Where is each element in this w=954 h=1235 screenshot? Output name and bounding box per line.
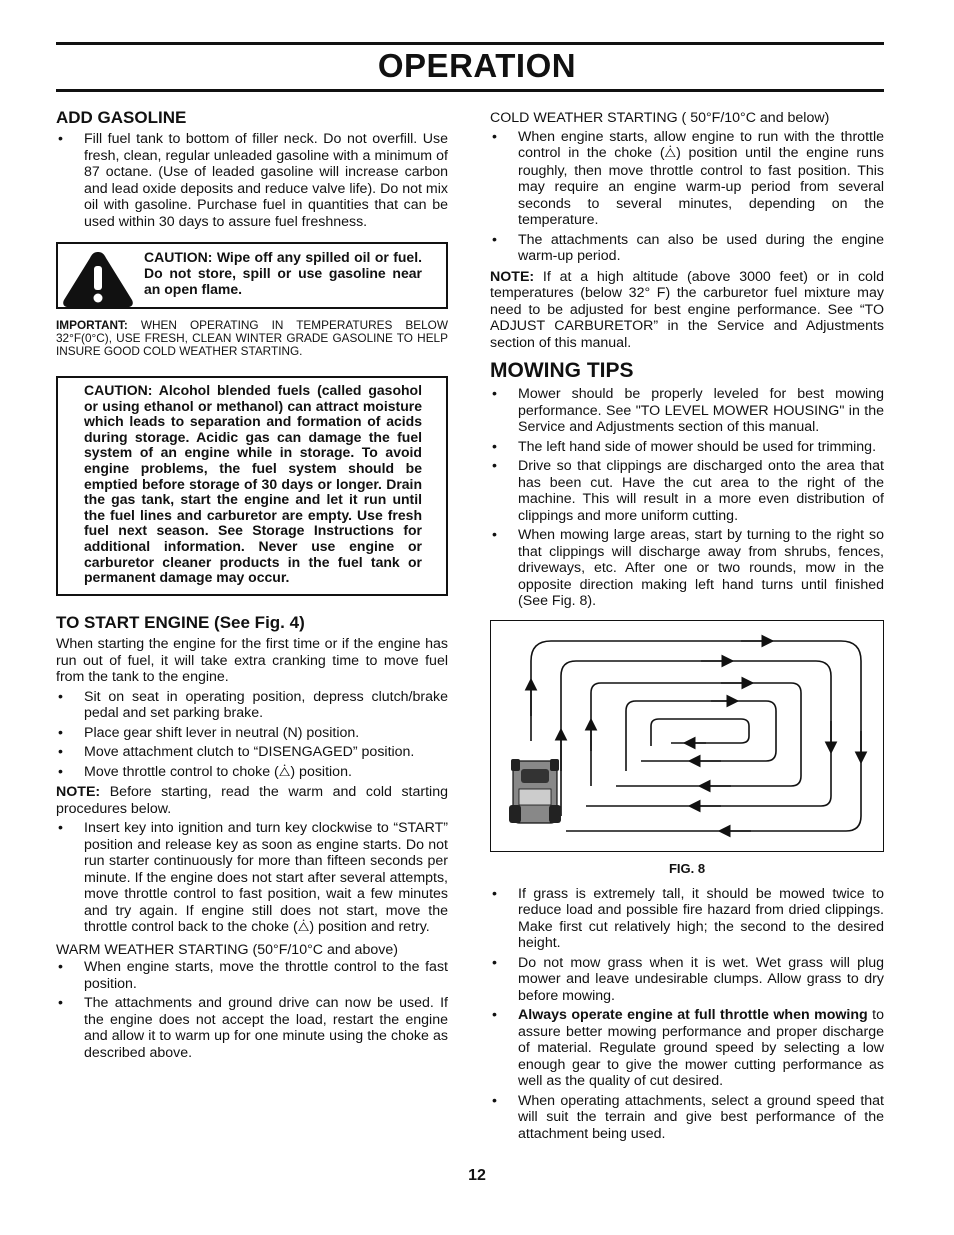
ignition-list — [56, 820, 448, 937]
list-item: • Place gear shift lever in neutral (N) position. — [56, 725, 448, 742]
list-item: • Do not mow grass when it is wet. Wet grass will plug mower and leave undesirable clumps. Allow grass to dry before mowing. — [490, 955, 884, 1005]
cold-text: When engine starts, allow engine to run with the throttle control in the choke ( — [518, 128, 884, 161]
mowing-tips-heading: MOWING TIPS — [490, 359, 634, 382]
start-engine-list — [56, 689, 448, 782]
note-label: NOTE: — [490, 268, 535, 285]
list-item — [56, 764, 448, 782]
figure-caption: FIG. 8 — [668, 860, 706, 876]
list-item: • If grass is extremely tall, it should be mowed twice to reduce load and possible fire hazard from dried clippings. Make first cut relatively high; the second to the desired height. — [490, 886, 884, 952]
cold-text-end: ) position until the engine runs roughly, then move throttle control to fast position. This may require an engine warm-up period from several seconds to several minutes, depending on the temperature. — [518, 145, 884, 228]
mowing-pattern-diagram — [491, 621, 883, 851]
add-gasoline-heading: ADD GASOLINE — [56, 108, 187, 127]
important-label: IMPORTANT: — [56, 318, 128, 332]
mowing-tips-list-2 — [490, 886, 884, 1143]
altitude-note — [490, 269, 884, 352]
warm-weather-heading: WARM WEATHER STARTING (50°F/10°C and above) — [56, 941, 398, 958]
warning-icon — [58, 244, 138, 313]
list-item — [490, 129, 884, 229]
mowing-pattern-figure — [490, 620, 884, 852]
list-item — [490, 1007, 884, 1090]
note-text: If at a high altitude (above 3000 feet) or in cold temperatures (below 32° F) the carburetor fuel mixture may need to be adjusted for best engine performance. See “TO ADJUST CARBURETOR” in the Service and Adjustments section of this manual. — [490, 268, 884, 351]
note-label: NOTE: — [56, 784, 101, 800]
choke-icon: ⧊ — [297, 920, 310, 935]
page-title: OPERATION — [377, 47, 577, 84]
caution-text: CAUTION: Wipe off any spilled oil or fuel. Do not store, spill or use gasoline near an open flame. — [144, 249, 422, 297]
important-text: WHEN OPERATING IN TEMPERATURES BELOW 32°F(0°C), USE FRESH, CLEAN WINTER GRADE GASOLINE TO HELP INSURE GOOD COLD WEATHER STARTING. — [56, 318, 448, 358]
important-note — [56, 319, 448, 358]
ignition-text: Insert key into ignition and turn key clockwise to “START” position and release key as soon as engine starts. Do not run starter continuously for more than fifteen seconds per minute. If the engine does not start after several attempts, move throttle control to fast position, wait a few minutes and try again. If engine still does not start, move the throttle control back to the choke ( — [84, 820, 448, 935]
throttle-bold: Always operate engine at full throttle when mowing — [518, 1007, 868, 1023]
start-engine-intro: When starting the engine for the first time or if the engine has run out of fuel, it will take extra cranking time to move fuel from the tank to the engine. — [56, 636, 448, 685]
choke-text: Move throttle control to choke ( — [84, 763, 279, 780]
throttle-rest: to assure better mowing performance and proper discharge of material. Regulate ground speed by selecting a low enough gear to give the mower cutting performance as well as the quality of cut desired. — [518, 1007, 884, 1089]
ignition-text-end: ) position and retry. — [309, 919, 430, 935]
list-item — [56, 820, 448, 937]
cold-weather-heading: COLD WEATHER STARTING ( 50°F/10°C and below) — [490, 110, 830, 126]
list-item: • Move attachment clutch to “DISENGAGED” position. — [56, 744, 448, 761]
caution-box-alcohol — [56, 376, 448, 596]
left-column — [56, 108, 448, 1064]
page-number: 12 — [468, 1167, 486, 1184]
choke-icon: ⧊ — [278, 764, 291, 780]
add-gasoline-list — [56, 131, 448, 230]
cold-weather-list — [490, 129, 884, 265]
list-item: • The attachments can also be used during the engine warm-up period. — [490, 232, 884, 265]
choke-icon: ⧊ — [664, 146, 677, 161]
caution-text: CAUTION: Alcohol blended fuels (called gasohol or using ethanol or methanol) can attract moisture which leads to separation and formation of acids during storage. Acidic gas can damage the fuel system of an engine while in storage. To avoid engine problems, the fuel system should be emptied before storage of 30 days or longer. Drain the gas tank, start the engine and let it run until the fuel lines and carburetor are empty. Use fresh fuel next season. See Storage Instructions for additional information. Never use engine or carburetor cleaner products in the fuel tank or permanent damage may occur. — [84, 382, 422, 586]
top-rule — [56, 42, 884, 45]
list-item: • The attachments and ground drive can now be used. If the engine does not accept the load, restart the engine and allow it to warm up for one minute using the choke as described above. — [56, 995, 448, 1061]
right-column — [490, 110, 884, 1145]
list-item: • When engine starts, move the throttle control to the fast position. — [56, 959, 448, 992]
list-item: • Mower should be properly leveled for best mowing performance. See "TO LEVEL MOWER HOUSING" in the Service and Adjustments section of this manual. — [490, 386, 884, 436]
mowing-tips-list — [490, 386, 884, 610]
list-item: • When operating attachments, select a ground speed that will suit the terrain and give best performance of the attachment being used. — [490, 1093, 884, 1143]
start-engine-heading: TO START ENGINE (See Fig. 4) — [56, 613, 305, 632]
list-item: • When mowing large areas, start by turning to the right so that clippings will discharge away from shrubs, fences, driveways, etc. After one or two rounds, mow in the opposite direction making left hand turns until finished (See Fig. 8). — [490, 527, 884, 610]
choke-text-end: ) position. — [290, 763, 352, 780]
list-item: • The left hand side of mower should be used for trimming. — [490, 439, 884, 456]
note-text: Before starting, read the warm and cold starting procedures below. — [56, 784, 448, 817]
warm-weather-list — [56, 959, 448, 1061]
list-item: • Drive so that clippings are discharged onto the area that has been cut. Have the cut area to the right of the machine. This will result in a more even distribution of clippings and more uniform cutting. — [490, 458, 884, 524]
list-item: • Sit on seat in operating position, depress clutch/brake pedal and set parking brake. — [56, 689, 448, 722]
start-note — [56, 784, 448, 817]
title-underline — [56, 89, 884, 92]
caution-box-spill — [56, 242, 448, 309]
tractor-icon — [509, 759, 561, 823]
list-item: • Fill fuel tank to bottom of filler neck. Do not overfill. Use fresh, clean, regular unleaded gasoline with a minimum of 87 octane. (Use of leaded gasoline will increase carbon and lead oxide deposits and reduce valve life). Do not mix oil with gasoline. Purchase fuel in quantities that can be used within 30 days to assure fuel freshness. — [56, 131, 448, 230]
